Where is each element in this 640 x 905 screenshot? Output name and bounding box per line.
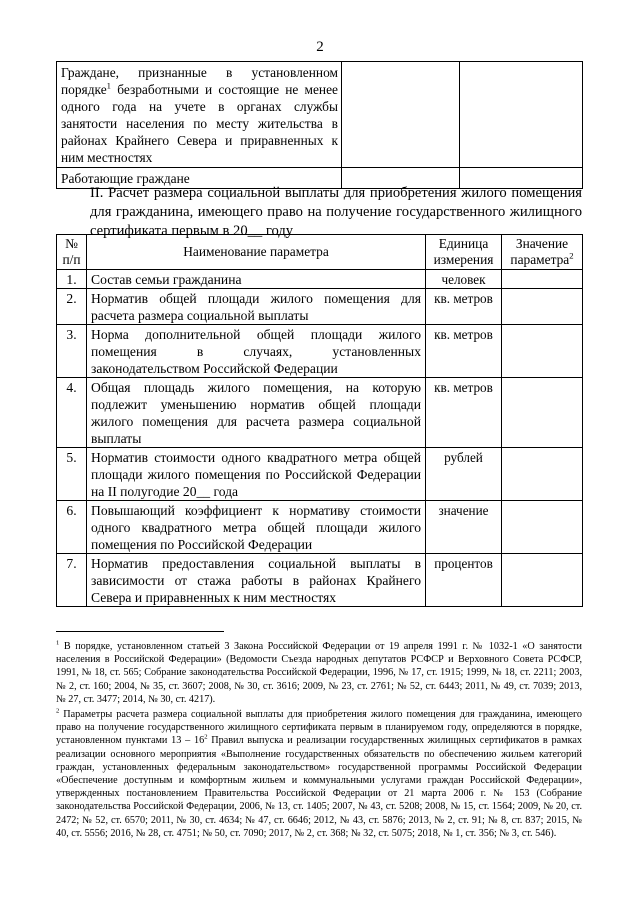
row-number: 6.: [57, 501, 87, 554]
parameters-table: [56, 234, 583, 607]
footnote-ref: 2: [569, 250, 574, 261]
table-header-row: [57, 235, 583, 270]
table-row: [57, 378, 583, 448]
category-cell: [57, 62, 342, 168]
footnote-1: [56, 640, 582, 706]
parameter-value: [502, 378, 583, 448]
parameter-value: [502, 554, 583, 607]
section-heading: [56, 184, 582, 241]
footnote-text: Параметры расчета размера социальной выплаты для приобретения жилого помещения для гражданина, имеющего право на получение государственного жилищного сертификата первым в планируемом году, определяются в порядке, установленном пунктами 13 – 16: [56, 709, 583, 747]
footnote-2: [56, 708, 582, 840]
footnote-ref: 2: [204, 734, 208, 742]
parameter-unit: кв. метров: [426, 378, 502, 448]
parameter-unit: значение: [426, 501, 502, 554]
footnote-text: В порядке, установленном статьей 3 Закона Российской Федерации от 19 апреля 1991 г. № 1032-1 «О занятости населения в Российской Федерации» (Ведомости Съезда народных депутатов РСФСР и Верховного Совета РСФСР, 1991, № 18, ст. 565; Собрание законодательства Российской Федерации, 1996, № 17, ст. 1915; 1999, № 18, ст. 2211; 2003, № 2, ст. 160; 2004, № 35, ст. 3607; 2008, № 30, ст. 3616; 2009, № 23, ст. 2761; № 52, ст. 6443; 2011, № 49, ст. 7039; 2013, № 27, ст. 3477; 2014, № 30, ст. 4217).: [56, 641, 582, 705]
header-value: [502, 235, 583, 270]
parameter-name: Норма дополнительной общей площади жилого помещения в случаях, установленных законодательством Российской Федерации: [87, 325, 426, 378]
parameter-value: [502, 289, 583, 325]
parameter-unit: процентов: [426, 554, 502, 607]
category-text: Граждане, признанные в установленном порядке: [61, 65, 338, 97]
parameter-unit: кв. метров: [426, 325, 502, 378]
empty-cell: [460, 62, 583, 168]
parameter-value: [502, 501, 583, 554]
table-row: [57, 289, 583, 325]
parameter-name: Норматив стоимости одного квадратного метра общей площади жилого помещения по Российской Федерации на II полугодие 20__ года: [87, 448, 426, 501]
parameter-unit: рублей: [426, 448, 502, 501]
row-number: 1.: [57, 270, 87, 289]
parameter-name: Общая площадь жилого помещения, на которую подлежит уменьшению норматив общей площади жилого помещения для расчета размера социальной выплаты: [87, 378, 426, 448]
table-row: [57, 270, 583, 289]
parameter-value: [502, 270, 583, 289]
category-table: [56, 61, 583, 189]
parameter-name: Повышающий коэффициент к нормативу стоимости одного квадратного метра общей площади жилого помещения по Российской Федерации: [87, 501, 426, 554]
footnote-ref: 1: [106, 80, 112, 91]
header-num: № п/п: [57, 235, 87, 270]
header-value-text: Значение параметра: [510, 236, 570, 267]
category-cell: Работающие граждане: [57, 168, 342, 189]
footnote-text-cont: Правил выпуска и реализации государственных жилищных сертификатов в рамках реализации основного мероприятия «Выполнение государственных обязательств по обеспечению жильем категорий граждан, установленных федеральным законодательством» государственной программы Российской Федерации «Обеспечение доступным и комфортным жильем и коммунальными услугами граждан Российской Федерации», утвержденных постановлением Правительства Российской Федерации от 21 марта 2006 г. № 153 (Собрание законодательства Российской Федерации, 2006, № 13, ст. 1405; 2007, № 43, ст. 5208; 2008, № 15, ст. 1564; 2009, № 20, ст. 2472; № 52, ст. 6570; 2011, № 30, ст. 4634; № 47, ст. 6646; 2012, № 43, ст. 5876; 2013, № 2, ст. 91; № 8, ст. 837; 2015, № 40, ст. 5556; 2016, № 28, ст. 4751; № 50, ст. 7090; 2017, № 2, ст. 368; № 32, ст. 5075; 2018, № 1, ст. 356; № 3, ст. 546).: [56, 735, 582, 839]
footnote-mark: 1: [56, 639, 60, 647]
parameter-name: Состав семьи гражданина: [87, 270, 426, 289]
row-number: 5.: [57, 448, 87, 501]
table-row: [57, 325, 583, 378]
table-row: [57, 501, 583, 554]
row-number: 7.: [57, 554, 87, 607]
header-name: Наименование параметра: [87, 235, 426, 270]
row-number: 4.: [57, 378, 87, 448]
parameter-value: [502, 448, 583, 501]
table-row: [57, 448, 583, 501]
row-number: 3.: [57, 325, 87, 378]
parameter-unit: кв. метров: [426, 289, 502, 325]
category-text-cont: безработными и состоящие не менее одного года на учете в органах службы занятости населения по месту жительства в районах Крайнего Севера и приравненных к ним местностях: [61, 82, 338, 165]
footnote-mark: 2: [56, 707, 60, 715]
table-row: [57, 62, 583, 168]
parameter-unit: человек: [426, 270, 502, 289]
parameter-value: [502, 325, 583, 378]
parameter-name: Норматив предоставления социальной выплаты в зависимости от стажа работы в районах Крайнего Севера и приравненных к ним местностях: [87, 554, 426, 607]
parameter-name: Норматив общей площади жилого помещения для расчета размера социальной выплаты: [87, 289, 426, 325]
row-number: 2.: [57, 289, 87, 325]
table-row: [57, 554, 583, 607]
footnote-separator: [56, 631, 224, 632]
header-unit: Единица измерения: [426, 235, 502, 270]
page-number: 2: [316, 39, 324, 55]
section-heading-text: II. Расчет размера социальной выплаты для приобретения жилого помещения для гражданина, имеющего право на получение государственного жилищного сертификата первым в 20__ году: [90, 185, 582, 239]
empty-cell: [342, 62, 460, 168]
